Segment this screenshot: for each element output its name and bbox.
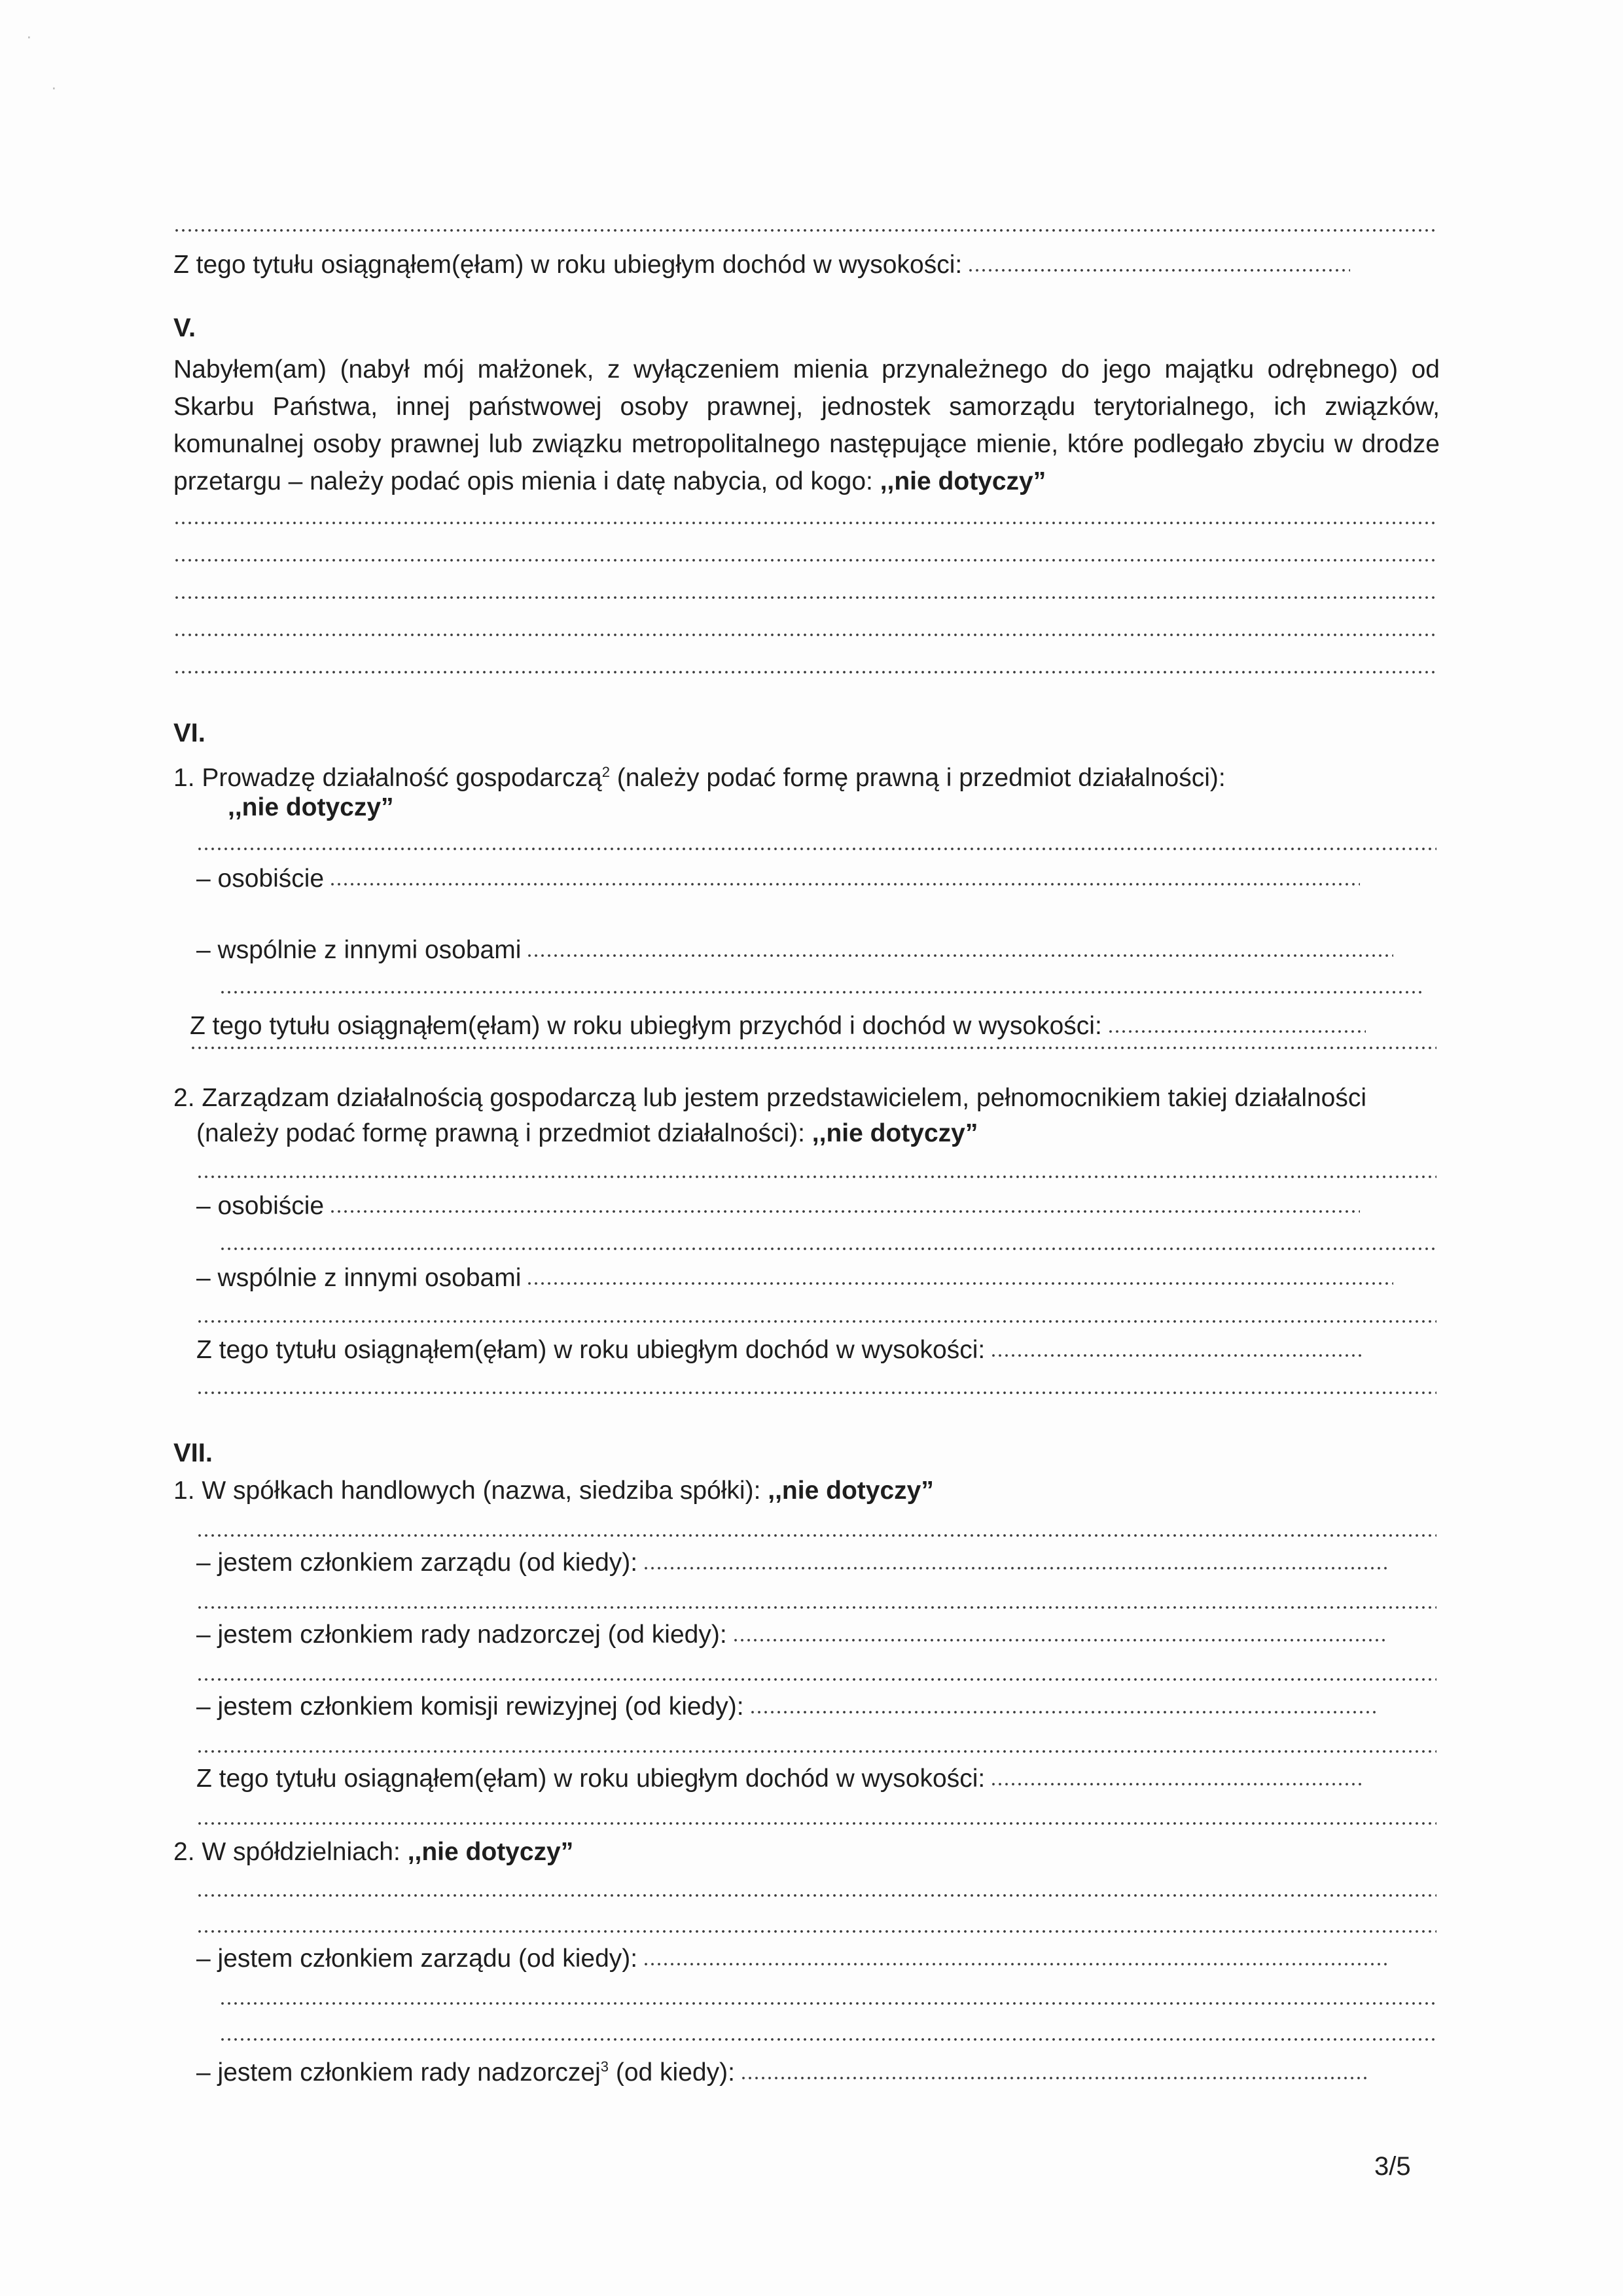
blank-dotted-line [196,1821,1436,1826]
answer-not-applicable: ,,nie dotyczy” [880,467,1046,495]
blank-dotted-line [196,1390,1436,1395]
blank-dotted-line [219,2037,1436,2042]
board-label: – jestem członkiem zarządu (od kiedy): [196,1945,638,1973]
dotted-fill [329,1209,1360,1214]
blank-dotted-line [173,595,1436,600]
section-heading-vi: VI. [173,719,205,747]
vi-item2-personally [196,1190,1360,1223]
board-label: – jestem członkiem zarządu (od kiedy): [196,1549,638,1577]
income-label: Z tego tytułu osiągnąłem(ęłam) w roku ubiegłym przychód i dochód w wysokości: [190,1012,1102,1040]
income-label: Z tego tytułu osiągnąłem(ęłam) w roku ubiegłym dochód w wysokości: [173,251,963,279]
dotted-fill [732,1638,1387,1643]
blank-dotted-line [196,1677,1436,1682]
blank-dotted-line [173,520,1436,526]
dotted-fill [643,1962,1389,1967]
supervisory-label: – jestem członkiem rady nadzorczej [196,2058,601,2087]
footnote-marker: 2 [601,764,610,780]
answer-not-applicable: ,,nie dotyczy” [812,1119,978,1147]
vi-item1-jointly [196,934,1393,967]
section-heading-v: V. [173,314,196,342]
blank-dotted-line [196,1319,1436,1324]
answer-not-applicable: ,,nie dotyczy” [407,1838,574,1866]
blank-dotted-line [196,1533,1436,1538]
blank-dotted-line [173,670,1436,675]
dotted-fill [526,953,1393,958]
blank-dotted-line [196,1605,1436,1610]
section-v-paragraph [173,351,1440,500]
blank-dotted-line [219,990,1423,995]
income-label: Z tego tytułu osiągnąłem(ęłam) w roku ubiegłym dochód w wysokości: [196,1336,986,1364]
vii-item2-line [173,1836,573,1869]
audit-label: – jestem członkiem komisji rewizyjnej (od kiedy): [196,1693,744,1721]
dotted-fill [967,268,1350,273]
dotted-fill [1107,1029,1366,1034]
personally-label: – osobiście [196,1192,325,1220]
vii-item2-text: 2. W spółdzielniach: [173,1838,401,1866]
blank-dotted-line [173,228,1436,233]
vi-item1-text: 1. Prowadzę działalność gospodarczą [173,764,602,792]
vi-item2-text: (należy podać formę prawną i przedmiot działalności): [196,1119,805,1147]
blank-dotted-line [196,1929,1436,1934]
section-v-text: Nabyłem(am) (nabył mój małżonek, z wyłączeniem mienia przynależnego do jego majątku odrębnego) od Skarbu Państwa, innej państwowej osoby prawnej, jednostek samorządu terytorialnego, ich związków, komunalnej osoby prawnej lub związku metropolitalnego następujące mienie, które podlegało zbyciu w drodze przetargu – należy podać opis mienia i datę nabycia, od kogo: [173,355,1440,495]
supervisory-label: – jestem członkiem rady nadzorczej (od kiedy): [196,1621,727,1649]
vii-item1-income [196,1763,1363,1795]
vi-item2-jointly [196,1262,1393,1295]
dotted-fill [740,2075,1368,2081]
section-heading-vii: VII. [173,1439,213,1467]
jointly-label: – wspólnie z innymi osobami [196,936,522,964]
dotted-fill [749,1710,1378,1715]
supervisory-label-after: (od kiedy): [609,2058,735,2087]
vi-item2-income [196,1334,1363,1367]
vi-item2-line2 [196,1117,978,1150]
answer-not-applicable: ,,nie dotyczy” [768,1477,934,1505]
blank-dotted-line [190,1045,1436,1050]
answer-not-applicable: ,,nie dotyczy” [228,793,394,821]
blank-dotted-line [219,2001,1436,2006]
dotted-fill [526,1281,1393,1286]
vii-item1-text: 1. W spółkach handlowych (nazwa, siedziba spółki): [173,1477,761,1505]
page-number: 3/5 [1374,2152,1411,2181]
footnote-marker: 3 [600,2058,609,2075]
vii-item1-board [196,1547,1389,1579]
vi-item2-line1: 2. Zarządzam działalnością gospodarczą lub jestem przedstawicielem, pełnomocnikiem takiej działalności [173,1084,1367,1112]
scan-artifact: · [51,77,57,97]
blank-dotted-line [173,558,1436,563]
personally-label: – osobiście [196,865,325,893]
jointly-label: – wspólnie z innymi osobami [196,1264,522,1292]
vii-item2-supervisory [196,2051,1368,2089]
vii-item1-audit [196,1691,1378,1723]
blank-dotted-line [196,1893,1436,1898]
dotted-fill [643,1566,1389,1571]
vi-item1-income [190,1010,1366,1043]
income-line [173,249,1350,281]
vii-item1-line [173,1475,934,1507]
scan-artifact: · [26,26,32,46]
blank-dotted-line [196,1174,1436,1179]
vi-item1-personally [196,863,1360,895]
vii-item1-supervisory [196,1619,1387,1651]
dotted-fill [990,1782,1363,1787]
dotted-fill [329,882,1360,887]
vii-item2-board [196,1943,1389,1975]
blank-dotted-line [219,1246,1436,1251]
vi-item1-text-after: (należy podać formę prawną i przedmiot działalności): [609,764,1226,792]
blank-dotted-line [173,632,1436,637]
income-label: Z tego tytułu osiągnąłem(ęłam) w roku ubiegłym dochód w wysokości: [196,1765,986,1793]
vi-item1-line [173,756,1226,795]
dotted-fill [990,1353,1363,1358]
blank-dotted-line [196,1749,1436,1754]
blank-dotted-line [196,846,1436,852]
